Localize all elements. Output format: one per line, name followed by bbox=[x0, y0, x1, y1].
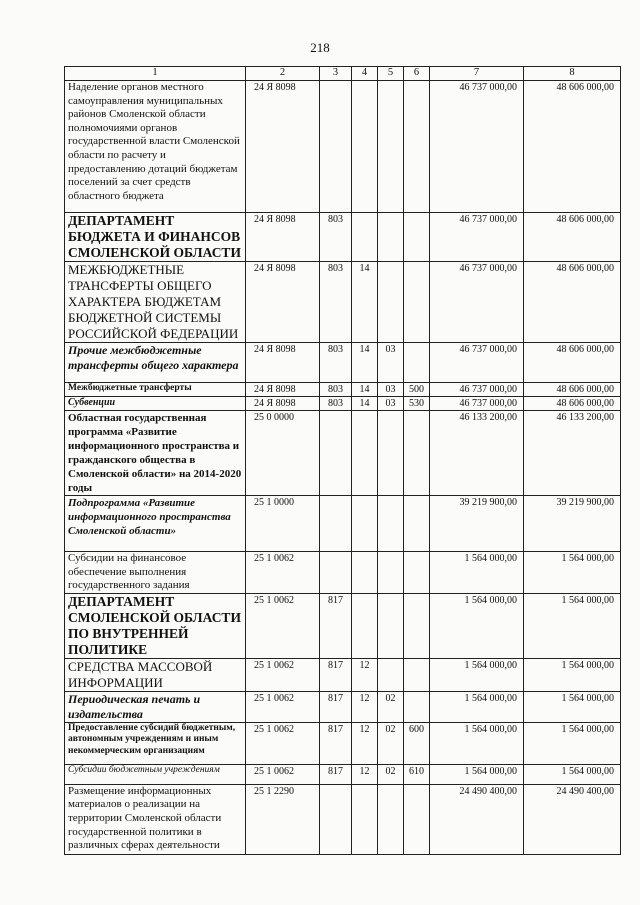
row-cell-c3: 817 bbox=[320, 593, 352, 658]
table-row bbox=[65, 784, 621, 854]
row-cell-c4 bbox=[352, 213, 378, 262]
row-cell-c8: 39 219 900,00 bbox=[524, 496, 621, 552]
table-row bbox=[65, 691, 621, 722]
row-cell-c7: 24 490 400,00 bbox=[430, 784, 524, 854]
row-cell-c6 bbox=[404, 496, 430, 552]
row-cell-c6 bbox=[404, 552, 430, 594]
table-header-row bbox=[65, 67, 621, 81]
row-cell-c5: 03 bbox=[378, 343, 404, 383]
col-header: 1 bbox=[65, 67, 246, 81]
table-row bbox=[65, 81, 621, 213]
table-row bbox=[65, 343, 621, 383]
row-cell-c6: 530 bbox=[404, 397, 430, 411]
row-name-cell: Наделение органов местного самоуправления муниципальных районов Смоленской области полномочиями органов государственной власти Смоленской области по расчету и предоставлению дотаций бюджетам поселений за счет средств областного бюджета bbox=[65, 81, 246, 213]
row-cell-c5 bbox=[378, 784, 404, 854]
row-cell-c7: 46 737 000,00 bbox=[430, 81, 524, 213]
row-cell-c4: 14 bbox=[352, 383, 378, 397]
row-cell-c4 bbox=[352, 593, 378, 658]
row-cell-c2: 24 Я 8098 bbox=[246, 213, 320, 262]
row-name-cell: МЕЖБЮДЖЕТНЫЕ ТРАНСФЕРТЫ ОБЩЕГО ХАРАКТЕРА БЮДЖЕТАМ БЮДЖЕТНОЙ СИСТЕМЫ РОССИЙСКОЙ ФЕДЕРАЦИИ bbox=[65, 262, 246, 343]
row-cell-c7: 1 564 000,00 bbox=[430, 552, 524, 594]
row-name-cell: Прочие межбюджетные трансферты общего характера bbox=[65, 343, 246, 383]
row-cell-c2: 25 1 0062 bbox=[246, 593, 320, 658]
row-cell-c6 bbox=[404, 411, 430, 496]
row-name-cell: Периодическая печать и издательства bbox=[65, 691, 246, 722]
row-cell-c6 bbox=[404, 213, 430, 262]
row-cell-c7: 46 133 200,00 bbox=[430, 411, 524, 496]
row-cell-c8: 46 133 200,00 bbox=[524, 411, 621, 496]
row-cell-c6 bbox=[404, 343, 430, 383]
row-cell-c8: 48 606 000,00 bbox=[524, 213, 621, 262]
row-cell-c5: 03 bbox=[378, 397, 404, 411]
table-row bbox=[65, 397, 621, 411]
row-cell-c2: 25 1 2290 bbox=[246, 784, 320, 854]
row-cell-c4: 14 bbox=[352, 262, 378, 343]
col-header: 8 bbox=[524, 67, 621, 81]
row-cell-c7: 46 737 000,00 bbox=[430, 343, 524, 383]
table-row bbox=[65, 262, 621, 343]
row-name-cell: Межбюджетные трансферты bbox=[65, 383, 246, 397]
row-name-cell: Субвенции bbox=[65, 397, 246, 411]
row-cell-c6 bbox=[404, 691, 430, 722]
row-cell-c4 bbox=[352, 784, 378, 854]
row-cell-c8: 48 606 000,00 bbox=[524, 397, 621, 411]
row-cell-c8: 1 564 000,00 bbox=[524, 658, 621, 691]
row-cell-c7: 1 564 000,00 bbox=[430, 658, 524, 691]
col-header: 2 bbox=[246, 67, 320, 81]
row-cell-c2: 25 1 0000 bbox=[246, 496, 320, 552]
row-cell-c3: 803 bbox=[320, 262, 352, 343]
row-cell-c5 bbox=[378, 658, 404, 691]
table-row bbox=[65, 764, 621, 784]
row-cell-c3: 817 bbox=[320, 658, 352, 691]
row-cell-c6 bbox=[404, 81, 430, 213]
row-cell-c8: 1 564 000,00 bbox=[524, 593, 621, 658]
row-name-cell: Субсидии на финансовое обеспечение выполнения государственного задания bbox=[65, 552, 246, 594]
row-cell-c3 bbox=[320, 552, 352, 594]
row-cell-c4 bbox=[352, 552, 378, 594]
row-name-cell: ДЕПАРТАМЕНТ БЮДЖЕТА И ФИНАНСОВ СМОЛЕНСКОЙ ОБЛАСТИ bbox=[65, 213, 246, 262]
row-cell-c4: 12 bbox=[352, 691, 378, 722]
row-cell-c5 bbox=[378, 262, 404, 343]
row-cell-c7: 46 737 000,00 bbox=[430, 262, 524, 343]
row-cell-c3: 817 bbox=[320, 722, 352, 764]
row-cell-c7: 46 737 000,00 bbox=[430, 213, 524, 262]
row-cell-c2: 24 Я 8098 bbox=[246, 397, 320, 411]
row-cell-c8: 48 606 000,00 bbox=[524, 343, 621, 383]
row-cell-c4 bbox=[352, 496, 378, 552]
row-cell-c8: 48 606 000,00 bbox=[524, 81, 621, 213]
table-row bbox=[65, 722, 621, 764]
row-cell-c3 bbox=[320, 784, 352, 854]
row-cell-c8: 1 564 000,00 bbox=[524, 764, 621, 784]
row-cell-c3: 803 bbox=[320, 397, 352, 411]
row-cell-c6 bbox=[404, 593, 430, 658]
row-cell-c6: 600 bbox=[404, 722, 430, 764]
table-row bbox=[65, 593, 621, 658]
row-cell-c8: 1 564 000,00 bbox=[524, 691, 621, 722]
row-cell-c2: 25 1 0062 bbox=[246, 658, 320, 691]
row-cell-c5 bbox=[378, 411, 404, 496]
row-cell-c5: 02 bbox=[378, 691, 404, 722]
row-cell-c4 bbox=[352, 81, 378, 213]
col-header: 3 bbox=[320, 67, 352, 81]
row-cell-c2: 25 1 0062 bbox=[246, 722, 320, 764]
row-cell-c2: 24 Я 8098 bbox=[246, 81, 320, 213]
row-cell-c5 bbox=[378, 81, 404, 213]
row-cell-c2: 25 1 0062 bbox=[246, 552, 320, 594]
row-cell-c5 bbox=[378, 552, 404, 594]
row-cell-c5 bbox=[378, 496, 404, 552]
row-cell-c8: 24 490 400,00 bbox=[524, 784, 621, 854]
row-cell-c7: 1 564 000,00 bbox=[430, 691, 524, 722]
row-cell-c2: 25 1 0062 bbox=[246, 691, 320, 722]
table-row bbox=[65, 552, 621, 594]
row-cell-c7: 1 564 000,00 bbox=[430, 593, 524, 658]
row-cell-c3: 817 bbox=[320, 691, 352, 722]
col-header: 7 bbox=[430, 67, 524, 81]
col-header: 6 bbox=[404, 67, 430, 81]
row-cell-c5: 03 bbox=[378, 383, 404, 397]
col-header: 5 bbox=[378, 67, 404, 81]
table-row bbox=[65, 658, 621, 691]
table-row bbox=[65, 496, 621, 552]
row-cell-c4: 12 bbox=[352, 722, 378, 764]
row-name-cell: Размещение информационных материалов о реализации на территории Смоленской области государственной политики в различных сферах деятельности bbox=[65, 784, 246, 854]
row-name-cell: Областная государственная программа «Развитие информационного пространства и гражданского общества в Смоленской области» на 2014-2020 годы bbox=[65, 411, 246, 496]
row-cell-c7: 46 737 000,00 bbox=[430, 383, 524, 397]
row-cell-c5: 02 bbox=[378, 722, 404, 764]
row-cell-c4: 12 bbox=[352, 658, 378, 691]
row-cell-c6 bbox=[404, 262, 430, 343]
row-cell-c4: 12 bbox=[352, 764, 378, 784]
row-name-cell: ДЕПАРТАМЕНТ СМОЛЕНСКОЙ ОБЛАСТИ ПО ВНУТРЕННЕЙ ПОЛИТИКЕ bbox=[65, 593, 246, 658]
row-cell-c3: 817 bbox=[320, 764, 352, 784]
row-cell-c3: 803 bbox=[320, 213, 352, 262]
row-cell-c6 bbox=[404, 784, 430, 854]
row-cell-c7: 46 737 000,00 bbox=[430, 397, 524, 411]
row-cell-c6 bbox=[404, 658, 430, 691]
row-cell-c2: 25 1 0062 bbox=[246, 764, 320, 784]
row-cell-c8: 48 606 000,00 bbox=[524, 262, 621, 343]
row-cell-c3 bbox=[320, 411, 352, 496]
table-row bbox=[65, 213, 621, 262]
page-number: 218 bbox=[310, 40, 330, 55]
row-name-cell: СРЕДСТВА МАССОВОЙ ИНФОРМАЦИИ bbox=[65, 658, 246, 691]
row-cell-c8: 1 564 000,00 bbox=[524, 552, 621, 594]
row-cell-c6: 500 bbox=[404, 383, 430, 397]
row-cell-c7: 1 564 000,00 bbox=[430, 722, 524, 764]
row-cell-c8: 1 564 000,00 bbox=[524, 722, 621, 764]
row-cell-c2: 25 0 0000 bbox=[246, 411, 320, 496]
row-cell-c3 bbox=[320, 496, 352, 552]
row-cell-c5 bbox=[378, 593, 404, 658]
budget-table bbox=[64, 66, 621, 855]
table-row bbox=[65, 383, 621, 397]
row-cell-c5: 02 bbox=[378, 764, 404, 784]
row-cell-c4 bbox=[352, 411, 378, 496]
row-cell-c7: 1 564 000,00 bbox=[430, 764, 524, 784]
row-cell-c7: 39 219 900,00 bbox=[430, 496, 524, 552]
row-name-cell: Субсидии бюджетным учреждениям bbox=[65, 764, 246, 784]
row-name-cell: Предоставление субсидий бюджетным, автономным учреждениям и иным некоммерческим организациям bbox=[65, 722, 246, 764]
row-cell-c2: 24 Я 8098 bbox=[246, 262, 320, 343]
row-cell-c5 bbox=[378, 213, 404, 262]
row-cell-c4: 14 bbox=[352, 397, 378, 411]
row-cell-c3 bbox=[320, 81, 352, 213]
row-cell-c4: 14 bbox=[352, 343, 378, 383]
row-cell-c3: 803 bbox=[320, 383, 352, 397]
row-cell-c2: 24 Я 8098 bbox=[246, 343, 320, 383]
row-name-cell: Подпрограмма «Развитие информационного пространства Смоленской области» bbox=[65, 496, 246, 552]
col-header: 4 bbox=[352, 67, 378, 81]
table-row bbox=[65, 411, 621, 496]
row-cell-c3: 803 bbox=[320, 343, 352, 383]
row-cell-c2: 24 Я 8098 bbox=[246, 383, 320, 397]
row-cell-c6: 610 bbox=[404, 764, 430, 784]
row-cell-c8: 48 606 000,00 bbox=[524, 383, 621, 397]
